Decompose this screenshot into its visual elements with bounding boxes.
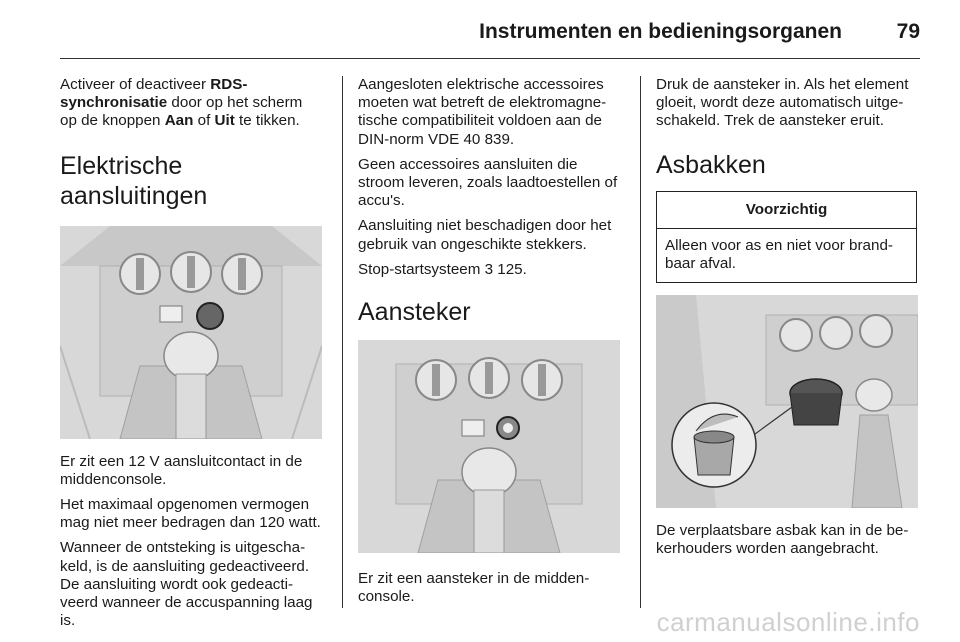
cross-reference: Stop-startsysteem 3 125.: [358, 260, 527, 278]
watermark: carmanualsonline.info: [656, 607, 920, 637]
column-divider: [342, 76, 343, 608]
intro-paragraph: Activeer of deactiveer RDS-synchronisatie door op het scherm op de knoppen Aan of Uit te tikken.: [60, 76, 303, 130]
paragraph: Er zit een 12 V aansluitcontact in de middenconsole.: [60, 452, 303, 488]
term-aan: Aan: [164, 112, 194, 130]
paragraph: Aangesloten elektrische accessoires moeten wat betreft de elektromagnetische compatibiliteit voldoen aan de DIN-norm VDE 40 839.: [358, 76, 607, 148]
caution-title: Voorzichtig: [657, 192, 916, 229]
paragraph: Er zit een aansteker in de middenconsole.: [358, 570, 590, 606]
page-header: [60, 0, 920, 59]
section-heading-ashtrays: Asbakken: [656, 150, 766, 179]
figure-lighter: [358, 340, 620, 553]
page-number: 79: [896, 20, 920, 43]
paragraph: Het maximaal opgenomen vermogen mag niet meer bedragen dan 120 watt.: [60, 496, 321, 532]
column-3: [656, 76, 918, 565]
column-1: [60, 76, 322, 637]
paragraph: Druk de aansteker in. Als het element gloeit, wordt deze automatisch uitgeschakeld. Trek de aansteker eruit.: [656, 76, 909, 130]
column-divider: [640, 76, 641, 608]
paragraph: Wanneer de ontsteking is uitgeschakeld, is de aansluiting gedeactiveerd. De aansluiting wordt ook gedeactiveerd wanneer de accuspanning laag is.: [60, 539, 313, 630]
caution-box: [656, 191, 917, 283]
section-heading-lighter: Aansteker: [358, 298, 471, 327]
column-2: [358, 76, 620, 613]
page-ref-icon: 3: [484, 260, 494, 278]
paragraph: Aansluiting niet beschadigen door het gebruik van ongeschikte stekkers.: [358, 217, 612, 253]
caution-text: Alleen voor as en niet voor brandbaar afval.: [665, 236, 893, 272]
term-uit: Uit: [214, 112, 235, 130]
lighter-illustration: [358, 340, 620, 553]
term-rds: RDS-synchronisatie: [60, 76, 248, 112]
figure-ashtray: [656, 295, 918, 508]
paragraph: Geen accessoires aansluiten die stroom leveren, zoals laadtoestellen of accu's.: [358, 155, 618, 210]
paragraph: De verplaatsbare asbak kan in de bekerhouders worden aangebracht.: [656, 522, 909, 558]
ashtray-illustration: [656, 295, 918, 508]
figure-power-outlet: [60, 226, 322, 439]
section-heading-electrical: Elektrische aansluitingen: [60, 151, 208, 210]
power-outlet-illustration: [60, 226, 322, 439]
page-title: Instrumenten en bedieningsorganen: [479, 20, 842, 43]
